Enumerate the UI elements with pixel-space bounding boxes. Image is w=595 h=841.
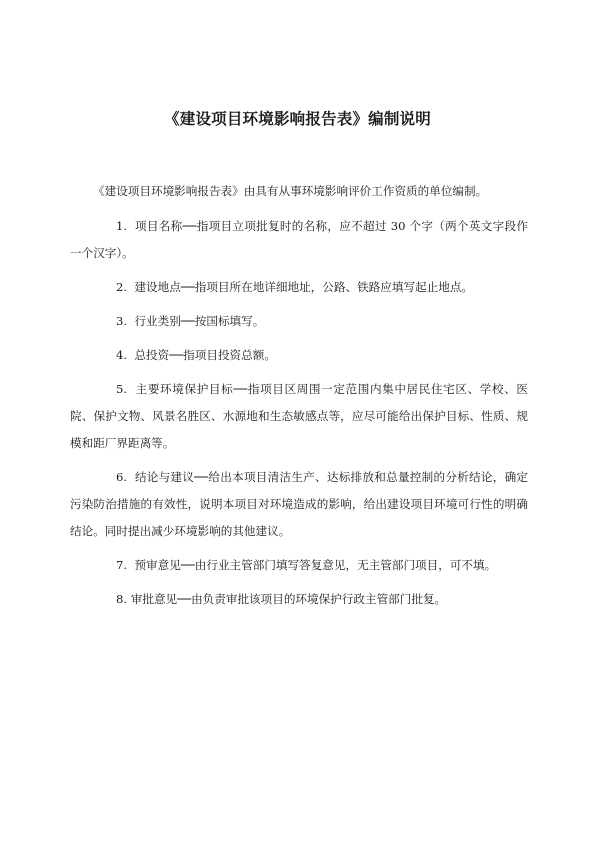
item-text: 行业类别──按国标填写。 [134,314,265,328]
item-text: 审批意见──由负责审批该项目的环境保护行政主管部门批复。 [130,592,447,606]
item-number: 5. [116,382,128,396]
list-item [70,376,528,457]
list-item [70,586,528,613]
intro-paragraph: 《建设项目环境影响报告表》由具有从事环境影响评价工作资质的单位编制。 [93,184,488,198]
document-body [70,178,528,620]
list-item [70,213,528,267]
item-text: 项目名称──指项目立项批复时的名称，应不超过 30 个字（两个英文字段作一个汉字）。 [70,219,529,260]
list-item [70,552,528,579]
item-number: 6. [116,470,128,484]
item-number: 2. [116,280,128,294]
item-text: 预审意见──由行业主管部门填写答复意见，无主管部门项目，可不填。 [134,558,497,572]
item-text: 结论与建议──给出本项目清洁生产、达标排放和总量控制的分析结论，确定污染防治措施的有效性，说明本项目对环境造成的影响，给出建设项目环境可行性的明确结论。同时提出减少环境影响的其他建议。 [70,470,529,538]
list-item [70,342,528,369]
page-title: 《建设项目环境影响报告表》编制说明 [164,109,431,128]
item-number: 8. [116,592,128,606]
list-item [70,464,528,545]
list-item [70,308,528,335]
item-number: 3. [116,314,128,328]
item-number: 4. [116,348,128,362]
item-text: 总投资──指项目投资总额。 [134,348,276,362]
item-text: 建设地点──指项目所在地详细地址，公路、铁路应填写起止地点。 [134,280,474,294]
item-text: 主要环境保护目标──指项目区周围一定范围内集中居民住宅区、学校、医院、保护文物、风景名胜区、水源地和生态敏感点等，应尽可能给出保护目标、性质、规模和距厂界距离等。 [70,382,529,450]
list-item [70,274,528,301]
item-number: 1. [116,219,128,233]
item-number: 7. [116,558,128,572]
